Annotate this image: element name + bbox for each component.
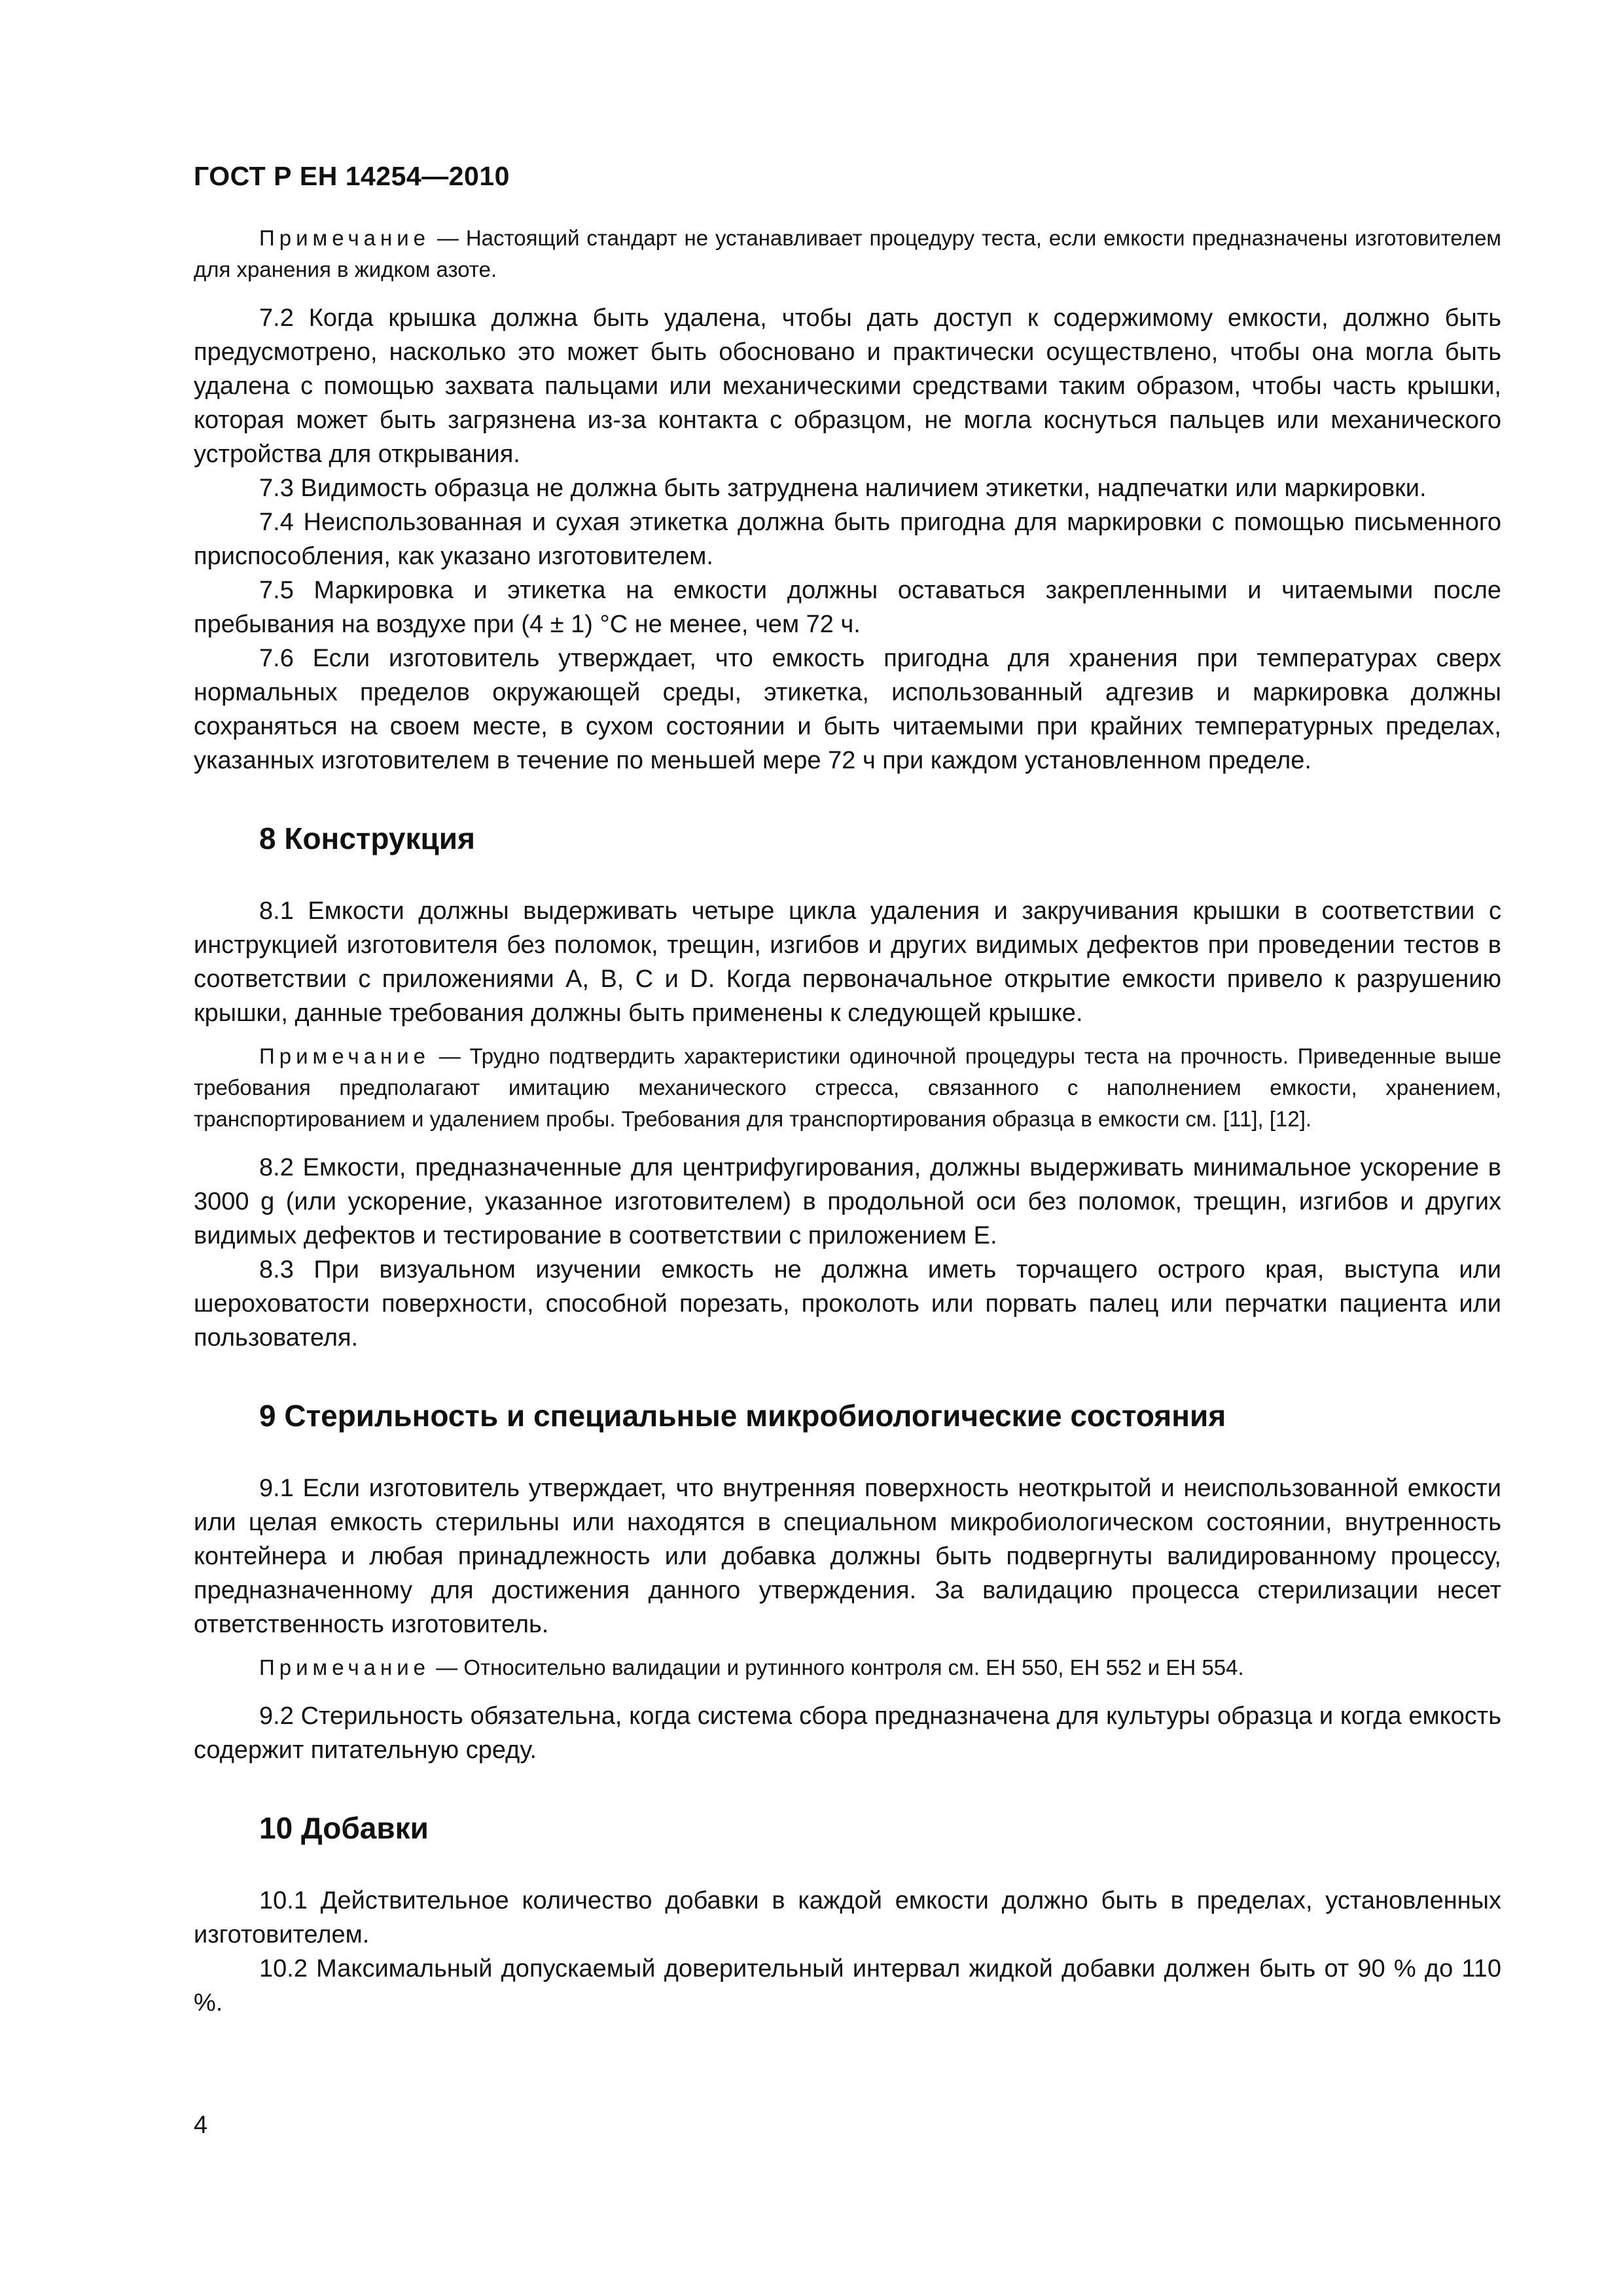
paragraph-9-2: 9.2 Стерильность обязательна, когда система сбора предназначена для культуры образца и когда емкость содержит питательную среду. (194, 1702, 1501, 1764)
section-heading-8: 8 Конструкция (259, 821, 475, 855)
spacer (194, 1641, 1501, 1652)
note-text: Относительно валидации и рутинного контроля см. ЕН 550, ЕН 552 и ЕН 554. (463, 1655, 1244, 1679)
note-separator: — (430, 1044, 470, 1068)
paragraph-8-3: 8.3 При визуальном изучении емкость не должна иметь торчащего острого края, выступа или шероховатости поверхности, способной порезать, проколоть или порвать палец или перчатки пациента или пользователя. (194, 1256, 1501, 1352)
document-body (194, 223, 1501, 2020)
note-text: Настоящий стандарт не устанавливает процедуру теста, если емкости предназначены изготовителем для хранения в жидком азоте. (194, 226, 1501, 281)
note-validation (194, 1652, 1501, 1683)
paragraph-9-1: 9.1 Если изготовитель утверждает, что внутренняя поверхность неоткрытой и неиспользованной емкости или целая емкость стерильны или находятся в специальном микробиологическом состоянии, внутренность контейнера и любая принадлежность или добавка должны быть подвергнуты валидированному процессу, предназначенному для достижения данного утверждения. За валидацию процесса стерилизации несет ответственность изготовитель. (194, 1475, 1501, 1638)
paragraph-7-4: 7.4 Неиспользованная и сухая этикетка должна быть пригодна для маркировки с помощью письменного приспособления, как указано изготовителем. (194, 509, 1501, 570)
note-label: Примечание (259, 226, 431, 250)
note-separator: — (430, 226, 466, 250)
page-number: 4 (194, 2111, 208, 2139)
note-label: Примечание (259, 1044, 431, 1068)
paragraph-7-2: 7.2 Когда крышка должна быть удалена, чтобы дать доступ к содержимому емкости, должно быть предусмотрено, насколько это может быть обосновано и практически осуществлено, чтобы она могла быть удалена с помощью захвата пальцами или механическими средствами таким образом, чтобы часть крышки, которая может быть загрязнена из-за контакта с образцом, не могла коснуться пальцев или механического устройства для открывания. (194, 304, 1501, 468)
note-strength-test (194, 1041, 1501, 1135)
note-label: Примечание (259, 1655, 431, 1679)
paragraph-7-6: 7.6 Если изготовитель утверждает, что емкость пригодна для хранения при температурах сверх нормальных пределов окружающей среды, этикетка, использованный адгезив и маркировка должны сохраняться на своем месте, в сухом состоянии и быть читаемыми при крайних температурных пределах, указанных изготовителем в течение по меньшей мере 72 ч при каждом установленном пределе. (194, 645, 1501, 774)
note-liquid-nitrogen (194, 223, 1501, 285)
paragraph-8-2: 8.2 Емкости, предназначенные для центрифугирования, должны выдерживать минимальное ускорение в 3000 g (или ускорение, указанное изготовителем) в продольной оси без поломок, трещин, изгибов и других видимых дефектов и тестирование в соответствии с приложением E. (194, 1154, 1501, 1249)
spacer (194, 1030, 1501, 1041)
paragraph-10-2: 10.2 Максимальный допускаемый доверительный интервал жидкой добавки должен быть от 90 % до 110 %. (194, 1955, 1501, 2017)
paragraph-10-1: 10.1 Действительное количество добавки в каждой емкости должно быть в пределах, установленных изготовителем. (194, 1887, 1501, 1948)
section-heading-9: 9 Стерильность и специальные микробиологические состояния (259, 1399, 1226, 1433)
document-code-header: ГОСТ Р ЕН 14254—2010 (194, 161, 510, 191)
note-separator: — (430, 1655, 464, 1679)
section-heading-10: 10 Добавки (259, 1811, 429, 1845)
paragraph-7-3: 7.3 Видимость образца не должна быть затруднена наличием этикетки, надпечатки или маркировки. (259, 475, 1427, 502)
note-text: Трудно подтвердить характеристики одиночной процедуры теста на прочность. Приведенные выше требования предполагают имитацию механического стресса, связанного с наполнением емкости, хранением, транспортированием и удалением пробы. Требования для транспортирования образца в емкости см. [11], [12]. (194, 1044, 1501, 1131)
paragraph-7-5: 7.5 Маркировка и этикетка на емкости должны оставаться закрепленными и читаемыми после пребывания на воздухе при (4 ± 1) °С не менее, чем 72 ч. (194, 577, 1501, 638)
paragraph-8-1: 8.1 Емкости должны выдерживать четыре цикла удаления и закручивания крышки в соответствии с инструкцией изготовителя без поломок, трещин, изгибов и других видимых дефектов при проведении тестов в соответствии с приложениями A, B, C и D. Когда первоначальное открытие емкости привело к разрушению крышки, данные требования должны быть применены к следующей крышке. (194, 897, 1501, 1027)
